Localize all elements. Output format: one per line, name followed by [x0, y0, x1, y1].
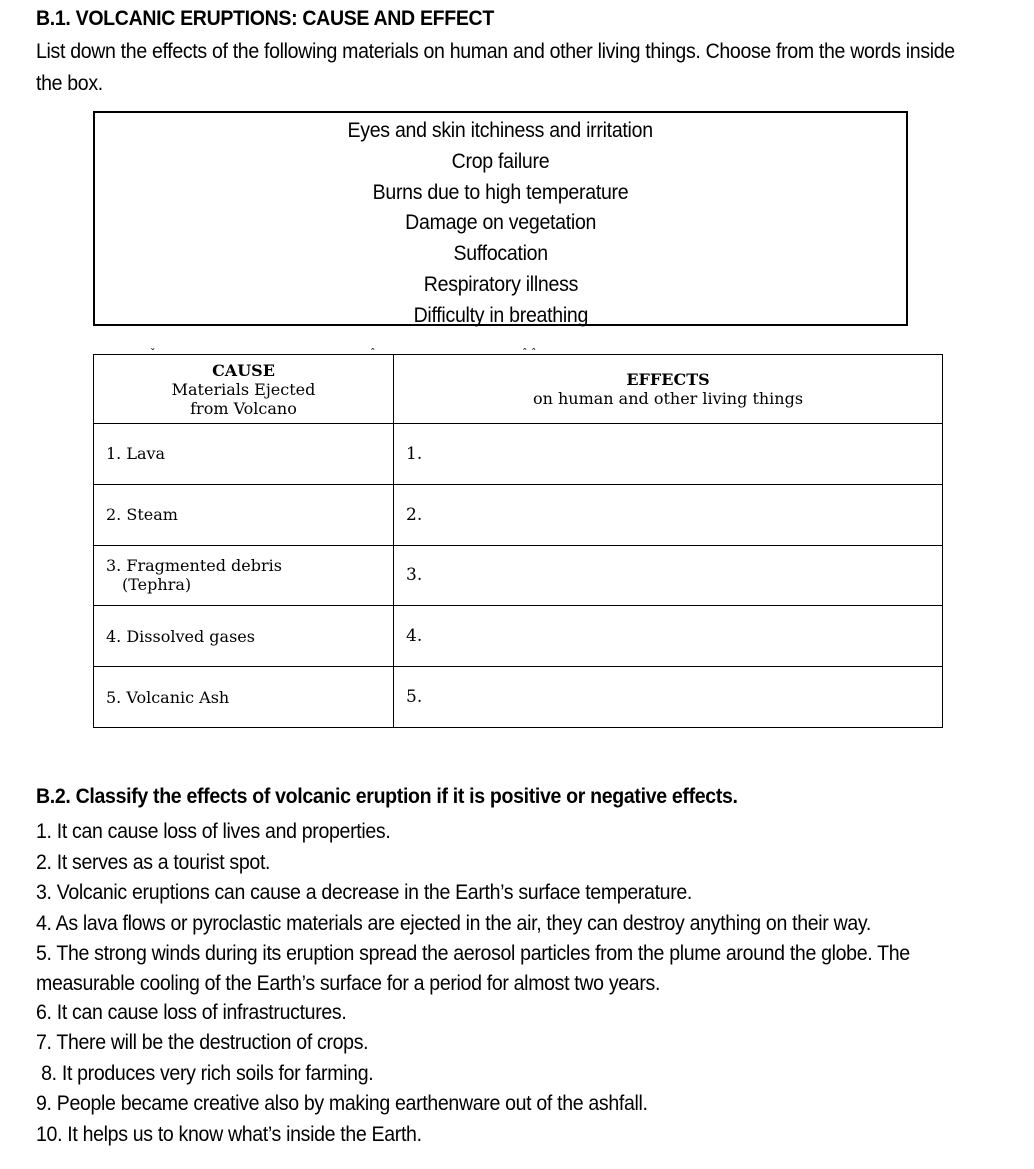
cause-header — [94, 355, 394, 424]
table-row — [94, 606, 943, 667]
effect-answer-cell[interactable]: 4. — [394, 606, 943, 667]
cause-cell: 4. Dissolved gases — [94, 606, 394, 667]
effect-answer-cell[interactable]: 2. — [394, 484, 943, 545]
instruction-line-2: the box. — [36, 72, 103, 95]
b2-statement-list — [36, 817, 910, 1150]
cause-header-sub2: from Volcano — [190, 398, 297, 418]
table-header-row — [94, 355, 943, 424]
stray-mark: ˇ — [150, 347, 156, 360]
word-choice-list — [95, 113, 906, 332]
effect-answer-cell[interactable]: 1. — [394, 424, 943, 485]
stray-mark: ˆ — [370, 347, 376, 360]
word-choice: Difficulty in breathing — [413, 303, 588, 327]
table-row — [94, 424, 943, 485]
effects-header-sub: on human and other living things — [532, 389, 804, 408]
word-choice: Burns due to high temperature — [372, 180, 629, 204]
table-row — [94, 667, 943, 728]
section-b2-title: B.2. Classify the effects of volcanic eruption if it is positive or negative effects. — [36, 785, 738, 808]
cause-cell: 1. Lava — [94, 424, 394, 485]
cause-header-sub1: Materials Ejected — [171, 379, 316, 399]
list-item: 10. It helps us to know what’s inside the Earth. — [36, 1122, 422, 1146]
list-item: 5. The strong winds during its eruption spread the aerosol particles from the plume around the globe. The — [36, 942, 910, 965]
effect-answer-cell[interactable]: 3. — [394, 545, 943, 606]
word-choice-box — [93, 111, 908, 326]
list-item: 8. It produces very rich soils for farming. — [36, 1061, 374, 1085]
word-choice: Damage on vegetation — [405, 211, 596, 235]
list-item: 6. It can cause loss of infrastructures. — [36, 1000, 347, 1024]
list-item: 3. Volcanic eruptions can cause a decrease in the Earth’s surface temperature. — [36, 881, 693, 904]
cause-effect-table — [93, 354, 943, 728]
word-choice: Suffocation — [453, 242, 548, 266]
cause-header-title: CAUSE — [212, 360, 275, 380]
list-item: 9. People became creative also by making earthenware out of the ashfall. — [36, 1092, 648, 1115]
section-b1-title: B.1. VOLCANIC ERUPTIONS: CAUSE AND EFFECT — [36, 7, 494, 30]
table-row — [94, 545, 943, 606]
effects-header-title: EFFECTS — [626, 370, 710, 389]
stray-mark: ˆ ˆ — [522, 347, 537, 360]
effects-header — [394, 355, 943, 424]
word-choice: Crop failure — [451, 149, 550, 173]
cause-cell: 5. Volcanic Ash — [94, 667, 394, 728]
effect-answer-cell[interactable]: 5. — [394, 667, 943, 728]
cause-cell: 2. Steam — [94, 484, 394, 545]
word-choice: Eyes and skin itchiness and irritation — [347, 119, 654, 142]
instruction-line-1: List down the effects of the following materials on human and other living things. Choose from the words inside — [36, 40, 955, 63]
list-item: 4. As lava flows or pyroclastic materials are ejected in the air, they can destroy anything on their way. — [36, 911, 871, 935]
list-item: 7. There will be the destruction of crops. — [36, 1031, 369, 1054]
cause-cell: 3. Fragmented debris (Tephra) — [94, 545, 394, 606]
word-choice: Respiratory illness — [423, 272, 578, 296]
table-row — [94, 484, 943, 545]
list-item-continuation: measurable cooling of the Earth’s surface for a period for almost two years. — [36, 971, 661, 995]
list-item: 1. It can cause loss of lives and properties. — [36, 820, 391, 843]
list-item: 2. It serves as a tourist spot. — [36, 850, 271, 874]
